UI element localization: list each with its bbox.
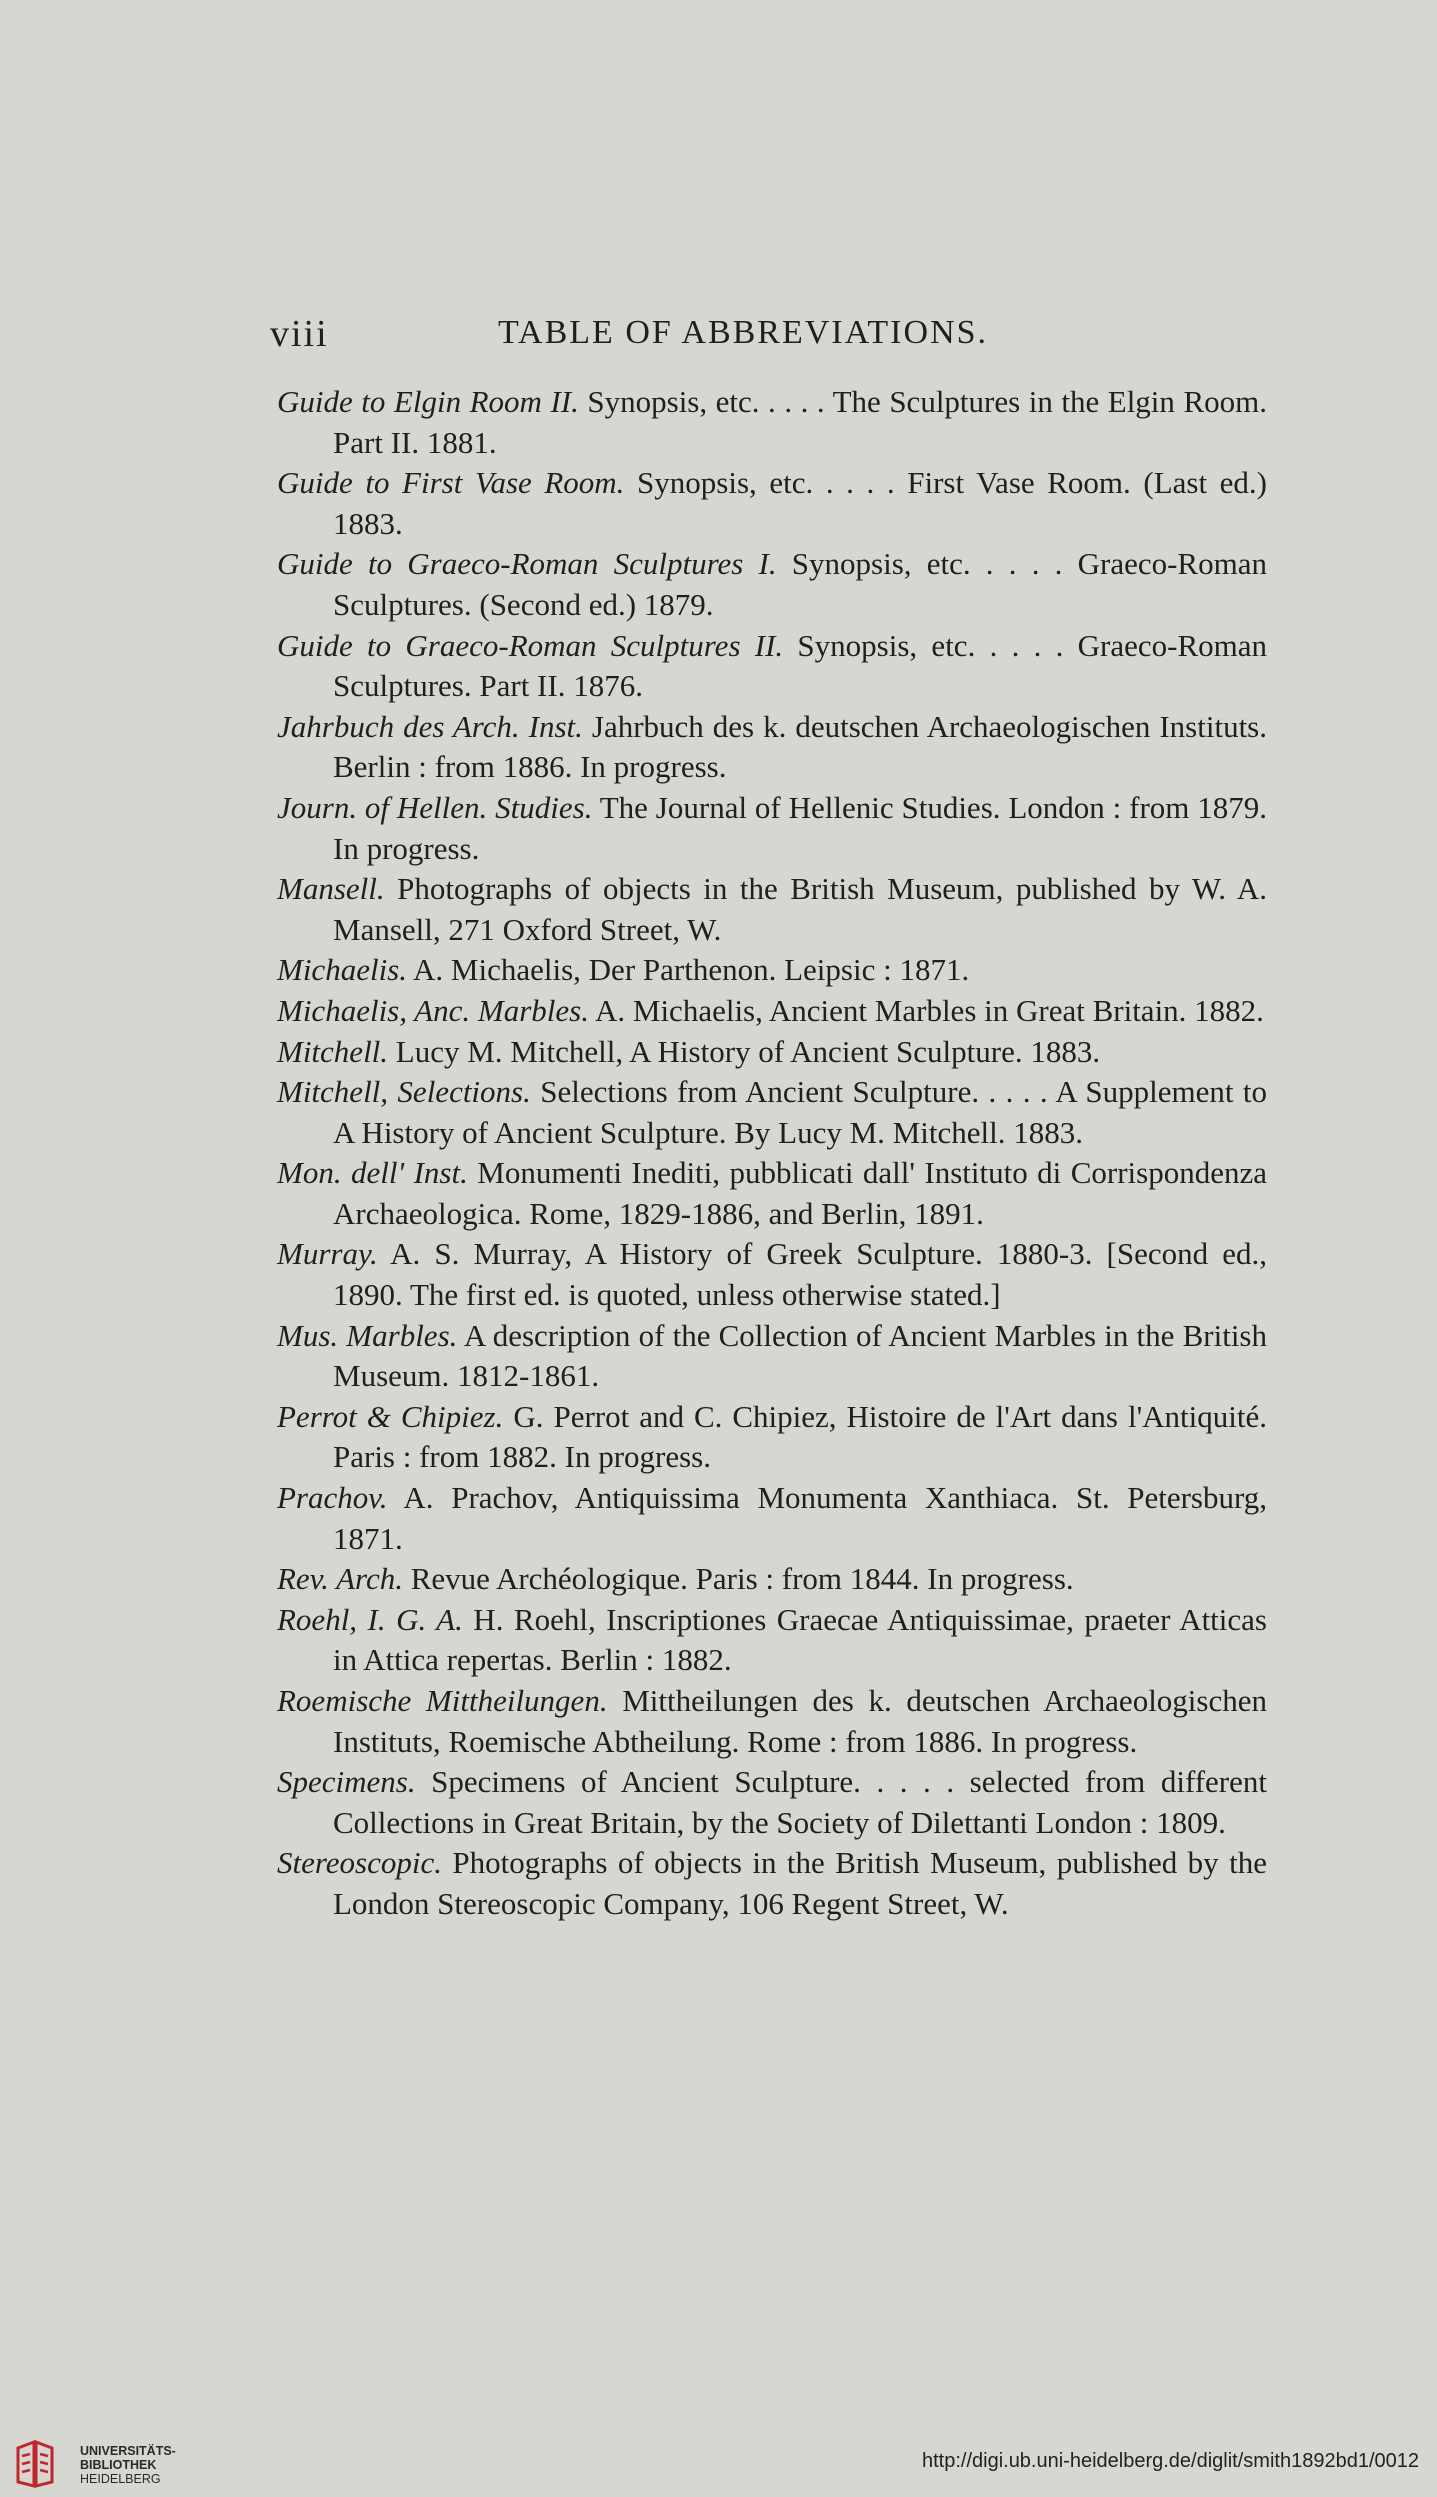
abbreviation-term: Perrot & Chipiez. bbox=[277, 1398, 504, 1434]
abbreviation-term: Rev. Arch. bbox=[277, 1561, 403, 1597]
abbreviation-description: A. S. Murray, A History of Greek Sculpture. 1880-3. [Second ed., 1890. The first ed. is quoted, unless otherwise stated.] bbox=[333, 1236, 1267, 1313]
abbreviation-term: Mitchell, Selections. bbox=[277, 1074, 531, 1110]
abbreviation-description: Synopsis, etc. . . . . Graeco-Roman Sculptures. Part II. 1876. bbox=[333, 627, 1267, 704]
abbreviation-term: Journ. of Hellen. Studies. bbox=[277, 789, 593, 825]
abbreviation-term: Prachov. bbox=[277, 1480, 388, 1516]
abbreviation-description: Mittheilungen des k. deutschen Archaeologischen Instituts, Roemische Abtheilung. Rome : from 1886. In progress. bbox=[333, 1683, 1268, 1759]
abbreviation-entry bbox=[277, 626, 1267, 707]
abbreviation-description: A. Michaelis, Ancient Marbles in Great Britain. 1882. bbox=[588, 992, 1264, 1028]
page-header bbox=[270, 312, 1270, 362]
abbreviation-entry bbox=[277, 1234, 1267, 1315]
abbreviation-term: Roemische Mittheilungen. bbox=[277, 1683, 608, 1718]
abbreviation-entry bbox=[277, 788, 1267, 869]
abbreviation-description: A. Prachov, Antiquissima Monumenta Xanthiaca. St. Petersburg, 1871. bbox=[333, 1480, 1267, 1556]
abbreviation-description: The Journal of Hellenic Studies. London : from 1879. In progress. bbox=[333, 789, 1267, 866]
abbreviation-description: Revue Archéologique. Paris : from 1844. In progress. bbox=[402, 1561, 1074, 1597]
abbreviation-entry bbox=[277, 382, 1267, 463]
abbreviation-term: Stereoscopic. bbox=[277, 1845, 442, 1881]
abbreviation-term: Mon. dell' Inst. bbox=[277, 1155, 468, 1191]
abbreviation-term: Guide to Graeco-Roman Sculptures I. bbox=[277, 546, 777, 582]
abbreviation-description: Specimens of Ancient Sculpture. . . . . selected from different Collections in Great Britain, by the Society of Dilettanti London : 1809. bbox=[333, 1764, 1267, 1840]
abbreviation-entry bbox=[277, 1153, 1267, 1234]
abbreviation-entry bbox=[277, 463, 1267, 544]
abbreviation-term: Guide to First Vase Room. bbox=[277, 465, 625, 501]
abbreviation-description: A description of the Collection of Ancient Marbles in the British Museum. 1812-1861. bbox=[333, 1317, 1267, 1394]
abbreviation-term: Michaelis, Anc. Marbles. bbox=[277, 992, 589, 1028]
abbreviation-description: A. Michaelis, Der Parthenon. Leipsic : 1871. bbox=[407, 952, 970, 988]
abbreviation-entry bbox=[277, 1843, 1267, 1924]
abbreviation-entry bbox=[277, 869, 1267, 950]
abbreviation-description: H. Roehl, Inscriptiones Graecae Antiquissimae, praeter Atticas in Attica repertas. Berlin : 1882. bbox=[333, 1601, 1267, 1678]
abbreviation-description: Selections from Ancient Sculpture. . . . . A Supplement to A History of Ancient Sculpture. By Lucy M. Mitchell. 1883. bbox=[333, 1074, 1267, 1150]
abbreviation-description: Lucy M. Mitchell, A History of Ancient Sculpture. 1883. bbox=[388, 1033, 1101, 1069]
abbreviation-entry bbox=[277, 1681, 1267, 1762]
abbreviation-entry bbox=[277, 991, 1267, 1032]
abbreviation-entry bbox=[277, 1072, 1267, 1153]
abbreviation-entry bbox=[277, 1478, 1267, 1559]
institution-name bbox=[80, 2444, 176, 2486]
abbreviation-entry bbox=[277, 1032, 1267, 1073]
institution-line-1: UNIVERSITÄTS- bbox=[80, 2444, 176, 2458]
abbreviation-entry bbox=[277, 950, 1267, 991]
abbreviation-entry bbox=[277, 1316, 1267, 1397]
abbreviation-term: Michaelis. bbox=[277, 952, 407, 988]
running-title: TABLE OF ABBREVIATIONS. bbox=[498, 314, 989, 351]
abbreviation-term: Specimens. bbox=[277, 1764, 416, 1800]
abbreviation-entry bbox=[277, 1762, 1267, 1843]
abbreviation-list bbox=[277, 382, 1267, 1925]
abbreviation-entry bbox=[277, 1397, 1267, 1478]
abbreviation-entry bbox=[277, 707, 1267, 788]
abbreviation-term: Guide to Elgin Room II. bbox=[277, 384, 579, 419]
abbreviation-description: G. Perrot and C. Chipiez, Histoire de l'Art dans l'Antiquité. Paris : from 1882. In progress. bbox=[333, 1398, 1268, 1475]
university-library-logo-icon bbox=[14, 2438, 66, 2490]
abbreviation-term: Mansell. bbox=[277, 871, 385, 907]
abbreviation-term: Murray. bbox=[277, 1236, 378, 1272]
page-footer bbox=[0, 2436, 1437, 2497]
abbreviation-description: Jahrbuch des k. deutschen Archaeologischen Instituts. Berlin : from 1886. In progress. bbox=[333, 708, 1267, 785]
abbreviation-entry bbox=[277, 1600, 1267, 1681]
abbreviation-description: Monumenti Inediti, pubblicati dall' Instituto di Corrispondenza Archaeologica. Rome, 1829-1886, and Berlin, 1891. bbox=[333, 1155, 1267, 1231]
institution-line-2: BIBLIOTHEK bbox=[80, 2458, 157, 2472]
institution-line-3: HEIDELBERG bbox=[80, 2472, 161, 2486]
abbreviation-description: Synopsis, etc. . . . . Graeco-Roman Sculptures. (Second ed.) 1879. bbox=[333, 546, 1267, 622]
abbreviation-description: Photographs of objects in the British Museum, published by the London Stereoscopic Company, 106 Regent Street, W. bbox=[333, 1845, 1267, 1921]
abbreviation-entry bbox=[277, 1559, 1267, 1600]
abbreviation-entry bbox=[277, 544, 1267, 625]
abbreviation-term: Mus. Marbles. bbox=[277, 1317, 458, 1353]
abbreviation-term: Roehl, I. G. A. bbox=[277, 1601, 463, 1637]
abbreviation-description: Synopsis, etc. . . . . The Sculptures in the Elgin Room. Part II. 1881. bbox=[333, 384, 1267, 460]
abbreviation-term: Guide to Graeco-Roman Sculptures II. bbox=[277, 627, 784, 663]
abbreviation-description: Synopsis, etc. . . . . First Vase Room. (Last ed.) 1883. bbox=[333, 465, 1267, 541]
page-number: viii bbox=[270, 313, 329, 355]
abbreviation-description: Photographs of objects in the British Museum, published by W. A. Mansell, 271 Oxford Street, W. bbox=[333, 871, 1267, 947]
source-url[interactable]: http://digi.ub.uni-heidelberg.de/diglit/smith1892bd1/0012 bbox=[921, 2450, 1419, 2472]
abbreviation-term: Mitchell. bbox=[277, 1033, 389, 1069]
abbreviation-term: Jahrbuch des Arch. Inst. bbox=[277, 708, 583, 744]
